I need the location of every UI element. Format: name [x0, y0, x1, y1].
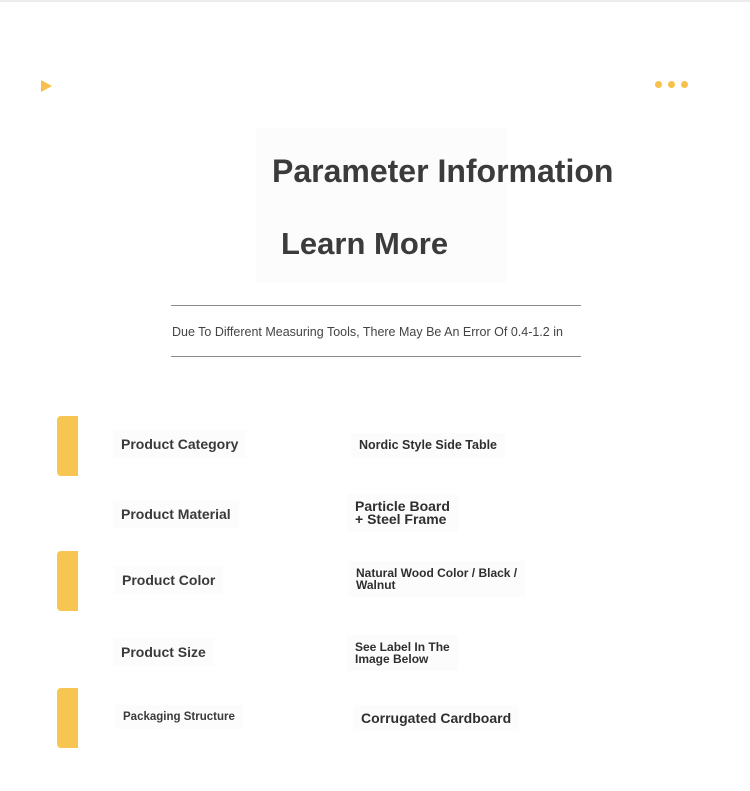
param-value-material: Particle Board + Steel Frame: [347, 494, 458, 532]
note-divider-bottom: [171, 356, 581, 357]
page-title: Parameter Information: [272, 153, 614, 189]
param-value-category: Nordic Style Side Table: [351, 433, 505, 458]
param-label-packaging: Packaging Structure: [115, 705, 243, 729]
dot: [655, 81, 662, 88]
param-value-size: See Label In The Image Below: [347, 635, 458, 671]
accent-bar: [57, 688, 78, 748]
param-value-packaging: Corrugated Cardboard: [353, 705, 519, 731]
dot: [681, 81, 688, 88]
param-label-category: Product Category: [113, 430, 246, 458]
measurement-note: Due To Different Measuring Tools, There May Be An Error Of 0.4-1.2 in: [172, 325, 563, 339]
dot: [668, 81, 675, 88]
accent-bar: [57, 551, 78, 611]
page-subtitle: Learn More: [281, 226, 449, 261]
note-divider-top: [171, 305, 581, 306]
accent-bar: [57, 416, 78, 476]
play-triangle-icon: [41, 80, 52, 92]
top-divider: [0, 0, 750, 2]
param-label-material: Product Material: [113, 500, 239, 528]
more-dots-icon: [655, 81, 688, 88]
param-label-color: Product Color: [114, 566, 223, 594]
param-value-color: Natural Wood Color / Black / Walnut: [348, 561, 525, 597]
param-label-size: Product Size: [113, 638, 214, 666]
